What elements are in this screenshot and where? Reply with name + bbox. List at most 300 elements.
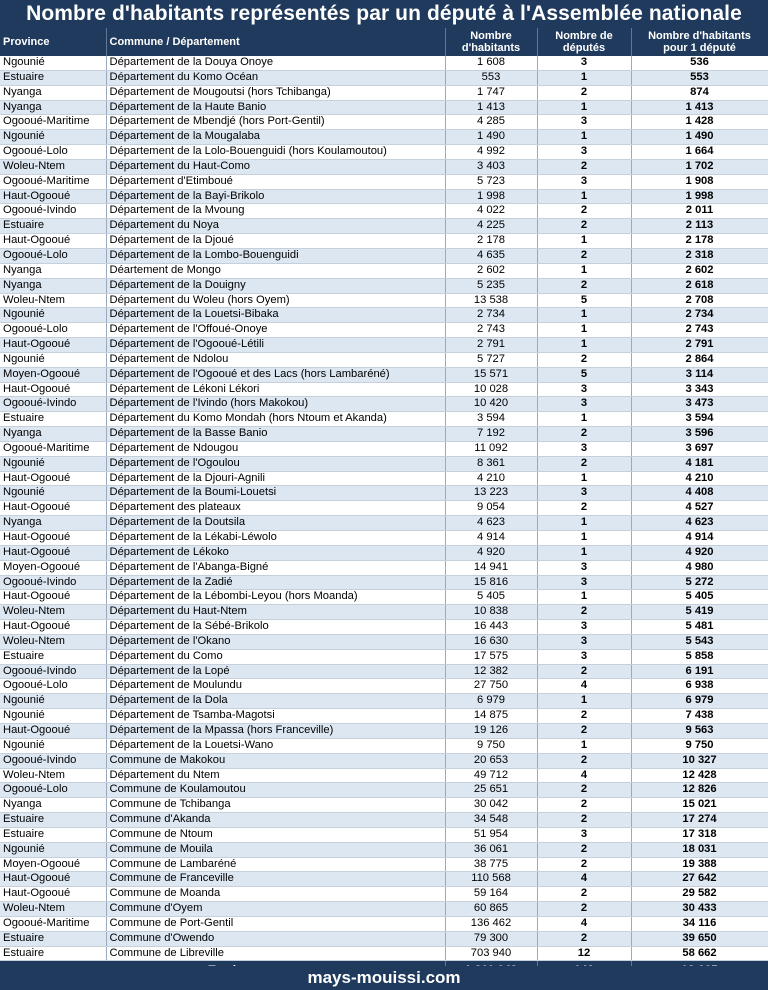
cell-habitants-per-depute: 1 664 [631,145,768,160]
cell-commune: Département de la Haute Banio [106,100,445,115]
cell-habitants: 4 635 [445,248,537,263]
cell-province: Ogooué-Ivindo [0,204,106,219]
cell-habitants: 16 630 [445,634,537,649]
cell-commune: Département de la Basse Banio [106,427,445,442]
cell-commune: Département du Como [106,649,445,664]
table-row [0,709,768,724]
cell-commune: Commune de Lambaréné [106,857,445,872]
cell-deputes: 3 [537,441,631,456]
cell-deputes: 1 [537,545,631,560]
cell-habitants: 30 042 [445,798,537,813]
table-row [0,798,768,813]
table-row [0,605,768,620]
cell-deputes: 2 [537,278,631,293]
cell-deputes: 1 [537,130,631,145]
header-deputes: Nombre de députés [537,28,631,56]
cell-habitants: 14 941 [445,560,537,575]
cell-habitants: 4 623 [445,516,537,531]
cell-deputes: 1 [537,308,631,323]
cell-deputes: 2 [537,902,631,917]
cell-commune: Département du Komo Mondah (hors Ntoum et Akanda) [106,412,445,427]
cell-commune: Département de la Sébé-Brikolo [106,620,445,635]
cell-commune: Département de la Dola [106,694,445,709]
cell-habitants-per-depute: 2 011 [631,204,768,219]
cell-deputes: 3 [537,560,631,575]
cell-habitants-per-depute: 2 791 [631,338,768,353]
cell-commune: Département du Haut-Como [106,159,445,174]
cell-deputes: 3 [537,634,631,649]
cell-commune: Déartement de Mongo [106,263,445,278]
cell-habitants: 11 092 [445,441,537,456]
cell-deputes: 3 [537,397,631,412]
cell-habitants: 7 192 [445,427,537,442]
table-row [0,397,768,412]
cell-commune: Département de la Lolo-Bouenguidi (hors Koulamoutou) [106,145,445,160]
cell-deputes: 2 [537,709,631,724]
table-row [0,85,768,100]
cell-habitants-per-depute: 18 031 [631,842,768,857]
cell-habitants: 10 420 [445,397,537,412]
table-row [0,753,768,768]
table-row [0,100,768,115]
cell-habitants-per-depute: 3 596 [631,427,768,442]
cell-deputes: 3 [537,174,631,189]
cell-commune: Département de la Lopé [106,664,445,679]
cell-habitants-per-depute: 4 920 [631,545,768,560]
cell-habitants: 19 126 [445,723,537,738]
cell-deputes: 2 [537,798,631,813]
cell-deputes: 1 [537,738,631,753]
header-habitants: Nombre d'habitants [445,28,537,56]
table-row [0,486,768,501]
cell-habitants: 1 608 [445,56,537,70]
cell-province: Haut-Ogooué [0,590,106,605]
cell-commune: Département de l'Okano [106,634,445,649]
cell-habitants: 4 210 [445,471,537,486]
cell-province: Haut-Ogooué [0,471,106,486]
cell-habitants-per-depute: 4 408 [631,486,768,501]
cell-commune: Département de la Doutsila [106,516,445,531]
table-row [0,427,768,442]
cell-province: Moyen-Ogooué [0,560,106,575]
table-row [0,857,768,872]
cell-commune: Département de la Louetsi-Wano [106,738,445,753]
cell-habitants: 703 940 [445,946,537,961]
cell-province: Haut-Ogooué [0,338,106,353]
cell-habitants-per-depute: 2 708 [631,293,768,308]
cell-habitants: 51 954 [445,827,537,842]
table-row [0,531,768,546]
cell-habitants-per-depute: 3 343 [631,382,768,397]
cell-habitants: 36 061 [445,842,537,857]
cell-habitants-per-depute: 34 116 [631,916,768,931]
table-row [0,234,768,249]
cell-deputes: 4 [537,679,631,694]
cell-habitants-per-depute: 5 405 [631,590,768,605]
table-row [0,441,768,456]
table-row [0,946,768,961]
cell-commune: Département de Moulundu [106,679,445,694]
cell-province: Ngounié [0,308,106,323]
table-row [0,174,768,189]
cell-commune: Commune de Koulamoutou [106,783,445,798]
cell-deputes: 5 [537,367,631,382]
table-header-row [0,28,768,56]
cell-habitants: 136 462 [445,916,537,931]
table-row [0,367,768,382]
cell-commune: Commune d'Akanda [106,813,445,828]
cell-province: Ogooué-Lolo [0,248,106,263]
cell-habitants: 4 914 [445,531,537,546]
cell-commune: Département du Noya [106,219,445,234]
cell-commune: Département de l'Offoué-Onoye [106,323,445,338]
table-row [0,204,768,219]
table-row [0,931,768,946]
cell-province: Ngounié [0,456,106,471]
cell-province: Ngounié [0,486,106,501]
cell-deputes: 2 [537,783,631,798]
cell-habitants-per-depute: 1 490 [631,130,768,145]
cell-commune: Département de l'Abanga-Bigné [106,560,445,575]
table-row [0,471,768,486]
cell-commune: Département du Woleu (hors Oyem) [106,293,445,308]
cell-province: Estuaire [0,219,106,234]
cell-province: Estuaire [0,813,106,828]
cell-province: Haut-Ogooué [0,531,106,546]
table-row [0,352,768,367]
cell-habitants-per-depute: 6 979 [631,694,768,709]
cell-deputes: 2 [537,204,631,219]
cell-habitants: 2 602 [445,263,537,278]
cell-province: Ngounié [0,709,106,724]
cell-habitants-per-depute: 874 [631,85,768,100]
cell-province: Woleu-Ntem [0,768,106,783]
cell-habitants: 553 [445,70,537,85]
cell-commune: Département de Mougoutsi (hors Tchibanga) [106,85,445,100]
cell-deputes: 3 [537,575,631,590]
cell-deputes: 1 [537,471,631,486]
cell-habitants-per-depute: 536 [631,56,768,70]
cell-deputes: 2 [537,887,631,902]
cell-commune: Département de Ndougou [106,441,445,456]
table-row [0,338,768,353]
cell-province: Ogooué-Lolo [0,145,106,160]
cell-commune: Département des plateaux [106,501,445,516]
cell-habitants: 60 865 [445,902,537,917]
cell-province: Ogooué-Maritime [0,916,106,931]
table-row [0,649,768,664]
table-row [0,382,768,397]
cell-province: Ngounié [0,130,106,145]
cell-habitants-per-depute: 5 419 [631,605,768,620]
cell-commune: Département de la Djouri-Agnili [106,471,445,486]
cell-commune: Département de la Mpassa (hors Franceville) [106,723,445,738]
cell-habitants: 12 382 [445,664,537,679]
cell-habitants-per-depute: 39 650 [631,931,768,946]
cell-province: Woleu-Ntem [0,293,106,308]
cell-commune: Commune de Moanda [106,887,445,902]
cell-commune: Commune de Makokou [106,753,445,768]
cell-province: Nyanga [0,427,106,442]
cell-province: Woleu-Ntem [0,634,106,649]
table-row [0,590,768,605]
cell-deputes: 1 [537,516,631,531]
cell-province: Ngounié [0,738,106,753]
cell-habitants-per-depute: 27 642 [631,872,768,887]
cell-province: Estuaire [0,70,106,85]
table-row [0,456,768,471]
table-row [0,620,768,635]
cell-deputes: 2 [537,427,631,442]
cell-province: Nyanga [0,278,106,293]
cell-commune: Département de Tsamba-Magotsi [106,709,445,724]
cell-province: Estuaire [0,827,106,842]
cell-province: Ngounié [0,352,106,367]
cell-habitants: 4 920 [445,545,537,560]
cell-commune: Commune de Libreville [106,946,445,961]
cell-deputes: 1 [537,234,631,249]
table-row [0,902,768,917]
cell-habitants-per-depute: 2 178 [631,234,768,249]
cell-habitants-per-depute: 5 481 [631,620,768,635]
cell-habitants-per-depute: 12 428 [631,768,768,783]
cell-deputes: 2 [537,753,631,768]
table-row [0,412,768,427]
cell-deputes: 1 [537,590,631,605]
cell-habitants-per-depute: 29 582 [631,887,768,902]
table-row [0,872,768,887]
table-row [0,783,768,798]
cell-commune: Département de l'Ogooué-Létili [106,338,445,353]
cell-habitants: 1 490 [445,130,537,145]
cell-deputes: 3 [537,620,631,635]
cell-province: Ogooué-Lolo [0,323,106,338]
cell-habitants: 8 361 [445,456,537,471]
cell-habitants: 59 164 [445,887,537,902]
cell-province: Ogooué-Maritime [0,174,106,189]
table-row [0,516,768,531]
cell-habitants: 2 791 [445,338,537,353]
cell-habitants-per-depute: 17 274 [631,813,768,828]
table-row [0,664,768,679]
cell-habitants-per-depute: 4 527 [631,501,768,516]
cell-province: Haut-Ogooué [0,887,106,902]
cell-habitants: 10 838 [445,605,537,620]
cell-habitants: 5 727 [445,352,537,367]
cell-commune: Commune d'Owendo [106,931,445,946]
header-habitants-per-depute: Nombre d'habitants pour 1 député [631,28,768,56]
table-row [0,545,768,560]
cell-commune: Département de l'Ogooué et des Lacs (hors Lambaréné) [106,367,445,382]
cell-deputes: 1 [537,263,631,278]
cell-commune: Département de Lékoko [106,545,445,560]
cell-habitants: 6 979 [445,694,537,709]
cell-habitants: 4 285 [445,115,537,130]
site-footer: mays-mouissi.com [0,966,768,990]
cell-habitants-per-depute: 15 021 [631,798,768,813]
cell-habitants-per-depute: 1 702 [631,159,768,174]
page-title: Nombre d'habitants représentés par un député à l'Assemblée nationale [0,0,768,28]
table-row [0,145,768,160]
cell-province: Haut-Ogooué [0,545,106,560]
cell-habitants-per-depute: 6 191 [631,664,768,679]
cell-deputes: 1 [537,189,631,204]
cell-habitants-per-depute: 3 114 [631,367,768,382]
cell-deputes: 1 [537,412,631,427]
cell-habitants: 9 054 [445,501,537,516]
cell-habitants: 4 225 [445,219,537,234]
cell-province: Haut-Ogooué [0,872,106,887]
cell-deputes: 2 [537,813,631,828]
cell-habitants: 1 747 [445,85,537,100]
cell-habitants: 4 992 [445,145,537,160]
cell-habitants: 34 548 [445,813,537,828]
cell-commune: Commune de Tchibanga [106,798,445,813]
table-row [0,293,768,308]
table-row [0,56,768,70]
cell-province: Nyanga [0,100,106,115]
cell-commune: Département de la Douya Onoye [106,56,445,70]
cell-province: Woleu-Ntem [0,159,106,174]
cell-habitants: 49 712 [445,768,537,783]
cell-province: Haut-Ogooué [0,501,106,516]
cell-habitants: 2 734 [445,308,537,323]
cell-province: Nyanga [0,263,106,278]
cell-habitants: 16 443 [445,620,537,635]
cell-habitants: 38 775 [445,857,537,872]
cell-commune: Commune de Mouila [106,842,445,857]
cell-habitants-per-depute: 9 563 [631,723,768,738]
cell-province: Ogooué-Ivindo [0,753,106,768]
cell-habitants: 9 750 [445,738,537,753]
cell-province: Nyanga [0,516,106,531]
cell-habitants: 79 300 [445,931,537,946]
cell-commune: Département d'Etimboué [106,174,445,189]
cell-habitants: 14 875 [445,709,537,724]
cell-province: Nyanga [0,85,106,100]
cell-deputes: 2 [537,605,631,620]
cell-habitants: 27 750 [445,679,537,694]
cell-deputes: 1 [537,100,631,115]
table-row [0,694,768,709]
cell-province: Haut-Ogooué [0,723,106,738]
cell-deputes: 2 [537,456,631,471]
cell-habitants: 15 816 [445,575,537,590]
cell-province: Ngounié [0,56,106,70]
table-row [0,248,768,263]
cell-habitants-per-depute: 1 413 [631,100,768,115]
cell-habitants-per-depute: 2 864 [631,352,768,367]
cell-province: Ogooué-Ivindo [0,397,106,412]
table-row [0,916,768,931]
table-row [0,634,768,649]
cell-province: Ogooué-Maritime [0,441,106,456]
cell-habitants: 20 653 [445,753,537,768]
cell-deputes: 3 [537,486,631,501]
table-row [0,159,768,174]
cell-province: Moyen-Ogooué [0,857,106,872]
cell-deputes: 1 [537,70,631,85]
cell-province: Ogooué-Ivindo [0,575,106,590]
cell-province: Woleu-Ntem [0,902,106,917]
cell-habitants-per-depute: 2 618 [631,278,768,293]
cell-commune: Commune de Franceville [106,872,445,887]
cell-habitants-per-depute: 1 908 [631,174,768,189]
cell-commune: Département de la Lombo-Bouenguidi [106,248,445,263]
cell-deputes: 4 [537,916,631,931]
cell-habitants-per-depute: 7 438 [631,709,768,724]
cell-province: Moyen-Ogooué [0,367,106,382]
cell-habitants: 2 178 [445,234,537,249]
cell-deputes: 2 [537,857,631,872]
cell-commune: Département de l'Ivindo (hors Makokou) [106,397,445,412]
cell-deputes: 3 [537,649,631,664]
cell-habitants-per-depute: 4 623 [631,516,768,531]
cell-habitants-per-depute: 2 318 [631,248,768,263]
cell-habitants: 15 571 [445,367,537,382]
cell-commune: Département de la Zadié [106,575,445,590]
cell-province: Ogooué-Ivindo [0,664,106,679]
cell-habitants-per-depute: 2 743 [631,323,768,338]
cell-habitants: 13 538 [445,293,537,308]
cell-commune: Département de la Djoué [106,234,445,249]
cell-habitants-per-depute: 3 594 [631,412,768,427]
table-row [0,887,768,902]
cell-province: Haut-Ogooué [0,234,106,249]
cell-commune: Département de la Douigny [106,278,445,293]
cell-habitants: 10 028 [445,382,537,397]
cell-deputes: 2 [537,664,631,679]
cell-habitants-per-depute: 6 938 [631,679,768,694]
table-row [0,130,768,145]
cell-deputes: 1 [537,338,631,353]
cell-commune: Département de la Bayi-Brikolo [106,189,445,204]
cell-habitants-per-depute: 9 750 [631,738,768,753]
cell-habitants: 4 022 [445,204,537,219]
cell-habitants-per-depute: 1 428 [631,115,768,130]
table-row [0,827,768,842]
table-body [0,56,768,961]
cell-deputes: 1 [537,323,631,338]
table-row [0,323,768,338]
table-row [0,723,768,738]
cell-habitants: 3 403 [445,159,537,174]
cell-deputes: 2 [537,159,631,174]
cell-deputes: 5 [537,293,631,308]
cell-deputes: 3 [537,145,631,160]
cell-deputes: 2 [537,248,631,263]
table-row [0,70,768,85]
cell-deputes: 2 [537,723,631,738]
cell-habitants-per-depute: 10 327 [631,753,768,768]
cell-deputes: 3 [537,115,631,130]
cell-habitants: 17 575 [445,649,537,664]
cell-commune: Département du Haut-Ntem [106,605,445,620]
cell-habitants-per-depute: 4 210 [631,471,768,486]
cell-commune: Département de Lékoni Lékori [106,382,445,397]
cell-habitants: 5 405 [445,590,537,605]
cell-commune: Département du Ntem [106,768,445,783]
cell-province: Estuaire [0,412,106,427]
cell-deputes: 4 [537,768,631,783]
cell-deputes: 3 [537,56,631,70]
cell-commune: Commune de Port-Gentil [106,916,445,931]
cell-habitants-per-depute: 2 602 [631,263,768,278]
cell-province: Estuaire [0,931,106,946]
cell-habitants-per-depute: 58 662 [631,946,768,961]
cell-province: Haut-Ogooué [0,620,106,635]
cell-commune: Département de la Boumi-Louetsi [106,486,445,501]
